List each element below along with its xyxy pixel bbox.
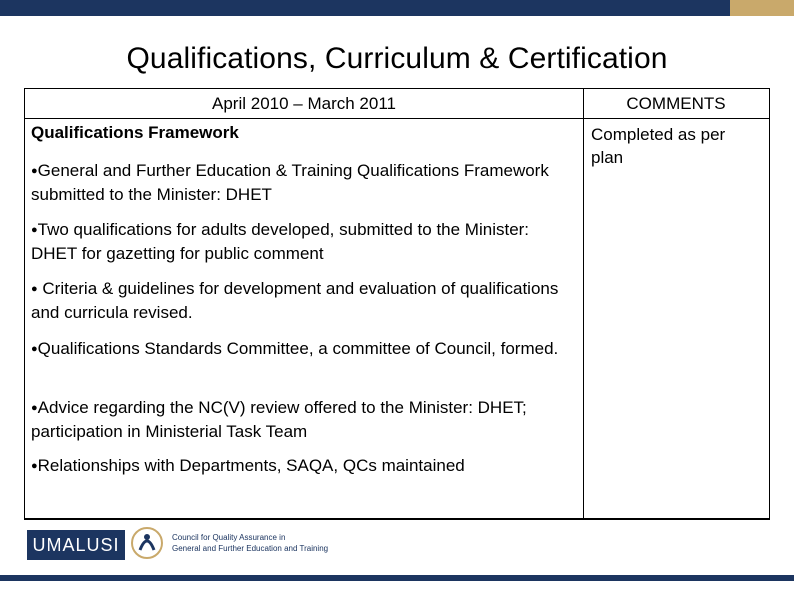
page-title: Qualifications, Curriculum & Certification [126,42,668,75]
list-item: ●Advice regarding the NC(V) review offered to the Minister: DHET; participation in Ministerial Task Team [31,398,527,442]
list-item: ●General and Further Education & Training Qualifications Framework submitted to the Minister: DHET [31,161,549,205]
bottom-banner [0,575,794,581]
top-banner-accent [730,0,794,16]
list-item: ● Criteria & guidelines for development and evaluation of qualifications and curricula revised. [31,279,559,323]
bullet-icon: ● [31,460,38,473]
period-header: April 2010 – March 2011 [212,94,396,113]
bullet-icon: ● [31,402,38,415]
umalusi-logo: UMALUSI [27,530,125,560]
top-banner [0,0,794,16]
bullet-icon: ● [31,224,38,237]
bullet-icon: ● [31,283,38,296]
section-heading: Qualifications Framework [31,123,239,142]
bullet-icon: ● [31,343,38,356]
umalusi-emblem-icon [130,526,164,560]
tagline-line-1: Council for Quality Assurance in [172,533,286,542]
content-table [24,88,770,520]
footer-tagline [172,532,328,554]
comment-text: Completed as per plan [591,125,726,167]
tagline-line-2: General and Further Education and Training [172,544,329,553]
footer-divider [24,518,770,520]
list-item: ●Two qualifications for adults developed, submitted to the Minister: DHET for gazetting for public comment [31,220,530,264]
header-divider [25,118,769,119]
comments-header: COMMENTS [626,94,726,113]
comments-column [583,89,769,519]
list-item: ●Qualifications Standards Committee, a committee of Council, formed. [31,339,559,358]
period-column [25,89,584,519]
list-item: ●Relationships with Departments, SAQA, QCs maintained [31,456,465,475]
bullet-icon: ● [31,165,38,178]
